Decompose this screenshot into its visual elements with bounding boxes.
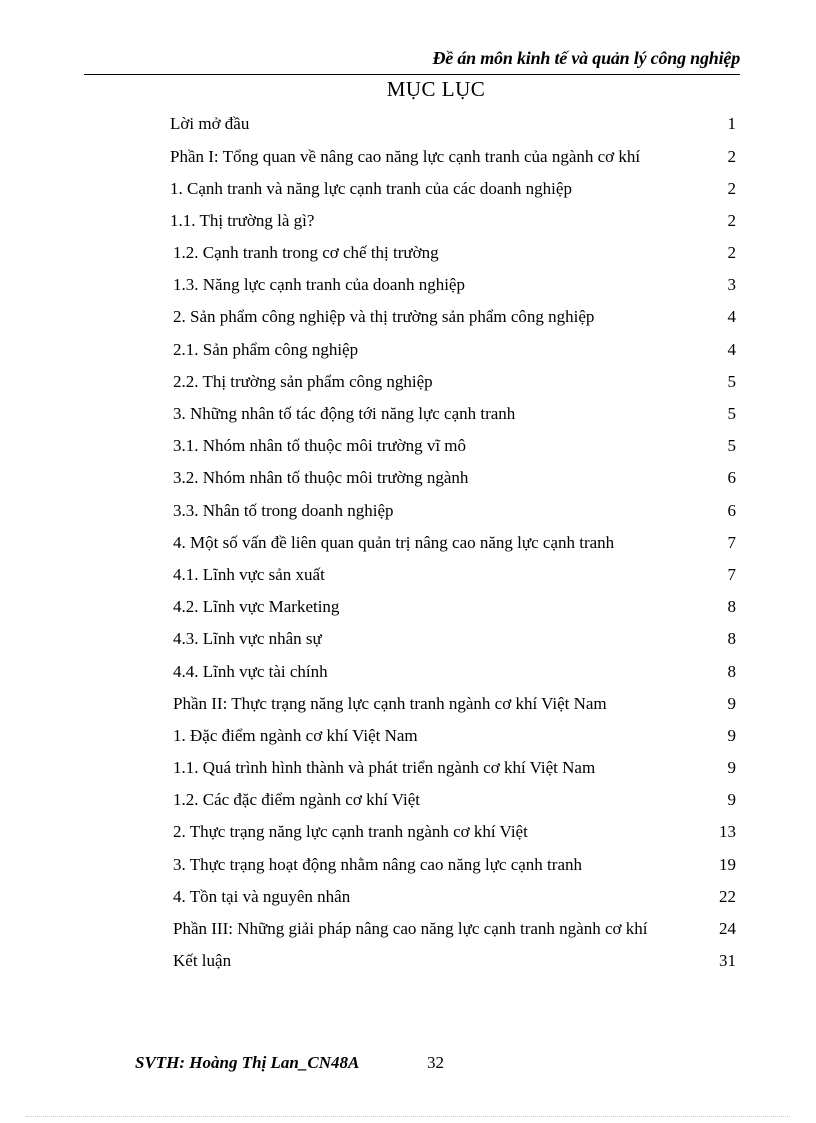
toc-entry (0, 885, 816, 909)
toc-entry-title: 2.1. Sản phẩm công nghiệp (173, 340, 359, 359)
toc-entry (0, 145, 816, 169)
footer-author: SVTH: Hoàng Thị Lan_CN48A (135, 1053, 360, 1072)
toc-entry-page-number: 8 (727, 662, 736, 681)
toc-entry-title: Kết luận (173, 951, 232, 970)
toc-entry-page-number: 7 (727, 533, 736, 552)
toc-entry (0, 209, 816, 233)
toc-entry-title: 4.2. Lĩnh vực Marketing (173, 597, 340, 616)
toc-entry (0, 595, 816, 619)
toc-entry (0, 370, 816, 394)
toc-entry-page-number: 6 (727, 501, 736, 520)
toc-entry (0, 466, 816, 490)
toc-entry-page-number: 5 (727, 404, 736, 423)
toc-entry-page-number: 24 (719, 919, 736, 938)
toc-entry (0, 660, 816, 684)
toc-entry-page-number: 2 (727, 243, 736, 262)
toc-entry-page-number: 8 (727, 597, 736, 616)
toc-entry (0, 338, 816, 362)
toc-entry-title: 1.2. Các đặc điểm ngành cơ khí Việt (173, 790, 421, 809)
toc-entry-page-number: 22 (719, 887, 736, 906)
header-rule (84, 74, 740, 75)
toc-entry-title: 4. Một số vấn đề liên quan quản trị nâng cao năng lực cạnh tranh (173, 533, 615, 552)
toc-entry-title: 1.2. Cạnh tranh trong cơ chế thị trường (173, 243, 439, 262)
toc-entry-page-number: 2 (727, 147, 736, 166)
toc-entry (0, 402, 816, 426)
toc-entry-page-number: 1 (727, 114, 736, 133)
toc-entry-title: 2.2. Thị trường sản phẩm công nghiệp (173, 372, 433, 391)
toc-entry-title: Lời mở đầu (170, 114, 250, 133)
footer-page-number: 32 (427, 1053, 444, 1072)
toc-entry-title: 1.3. Năng lực cạnh tranh của doanh nghiệp (173, 275, 465, 294)
toc-entry (0, 917, 816, 941)
toc-entry-page-number: 3 (727, 275, 736, 294)
toc-entry (0, 305, 816, 329)
toc-entry-title: 3. Thực trạng hoạt động nhằm nâng cao năng lực cạnh tranh (173, 855, 582, 874)
toc-entry-title: 1.1. Quá trình hình thành và phát triển ngành cơ khí Việt Nam (173, 758, 596, 777)
toc-entry-page-number: 5 (727, 372, 736, 391)
toc-entry (0, 949, 816, 973)
document-header-title: Đề án môn kinh tế và quản lý công nghiệp (432, 48, 740, 68)
toc-entry-page-number: 9 (727, 790, 736, 809)
toc-entry-title: Phần III: Những giải pháp nâng cao năng lực cạnh tranh ngành cơ khí (173, 919, 648, 938)
toc-entry (0, 531, 816, 555)
toc-entry-page-number: 31 (719, 951, 736, 970)
toc-entry-title: 3.2. Nhóm nhân tố thuộc môi trường ngành (173, 468, 469, 487)
toc-entry-title: 1. Cạnh tranh và năng lực cạnh tranh của các doanh nghiệp (170, 179, 572, 198)
toc-entry-title: 3.3. Nhân tố trong doanh nghiệp (173, 501, 394, 520)
toc-entry-title: 3. Những nhân tố tác động tới năng lực cạnh tranh (173, 404, 516, 423)
toc-entry-page-number: 2 (727, 211, 736, 230)
toc-entry (0, 177, 816, 201)
toc-entry-title: 1. Đặc điểm ngành cơ khí Việt Nam (173, 726, 418, 745)
toc-entry-page-number: 4 (727, 340, 736, 359)
toc-entry (0, 788, 816, 812)
toc-entry (0, 724, 816, 748)
toc-entry-page-number: 9 (727, 694, 736, 713)
toc-entry-title: Phần II: Thực trạng năng lực cạnh tranh ngành cơ khí Việt Nam (173, 694, 607, 713)
toc-entry (0, 499, 816, 523)
toc-entry (0, 853, 816, 877)
toc-entry-page-number: 13 (719, 822, 736, 841)
toc-entry-title: 2. Thực trạng năng lực cạnh tranh ngành cơ khí Việt (173, 822, 528, 841)
toc-entry (0, 756, 816, 780)
toc-entry-page-number: 9 (727, 758, 736, 777)
toc-entry (0, 692, 816, 716)
toc-entry-title: Phần I: Tổng quan về nâng cao năng lực cạnh tranh của ngành cơ khí (170, 147, 641, 166)
toc-entry (0, 273, 816, 297)
page-footer (135, 1053, 444, 1073)
toc-entry-title: 2. Sản phẩm công nghiệp và thị trường sản phẩm công nghiệp (173, 307, 595, 326)
toc-entry-page-number: 8 (727, 629, 736, 648)
page-bottom-divider (26, 1116, 790, 1117)
toc-entry-title: 4. Tồn tại và nguyên nhân (173, 887, 351, 906)
toc-entry (0, 112, 816, 136)
toc-heading (0, 77, 816, 102)
toc-entry-page-number: 9 (727, 726, 736, 745)
toc-entry-page-number: 7 (727, 565, 736, 584)
toc-entry-page-number: 4 (727, 307, 736, 326)
toc-entry (0, 820, 816, 844)
toc-heading-text: MỤC LỤC (386, 77, 486, 101)
toc-entry (0, 563, 816, 587)
toc-entry-page-number: 5 (727, 436, 736, 455)
toc-entry-page-number: 19 (719, 855, 736, 874)
toc-entry-title: 4.3. Lĩnh vực nhân sự (173, 629, 322, 648)
toc-entry-title: 1.1. Thị trường là gì? (170, 211, 315, 230)
toc-entry-title: 4.1. Lĩnh vực sản xuất (173, 565, 325, 584)
toc-entry-page-number: 6 (727, 468, 736, 487)
toc-entry (0, 627, 816, 651)
toc-entry (0, 434, 816, 458)
toc-entry-page-number: 2 (727, 179, 736, 198)
toc-entry-title: 3.1. Nhóm nhân tố thuộc môi trường vĩ mô (173, 436, 467, 455)
toc-entry-title: 4.4. Lĩnh vực tài chính (173, 662, 328, 681)
toc-entry (0, 241, 816, 265)
